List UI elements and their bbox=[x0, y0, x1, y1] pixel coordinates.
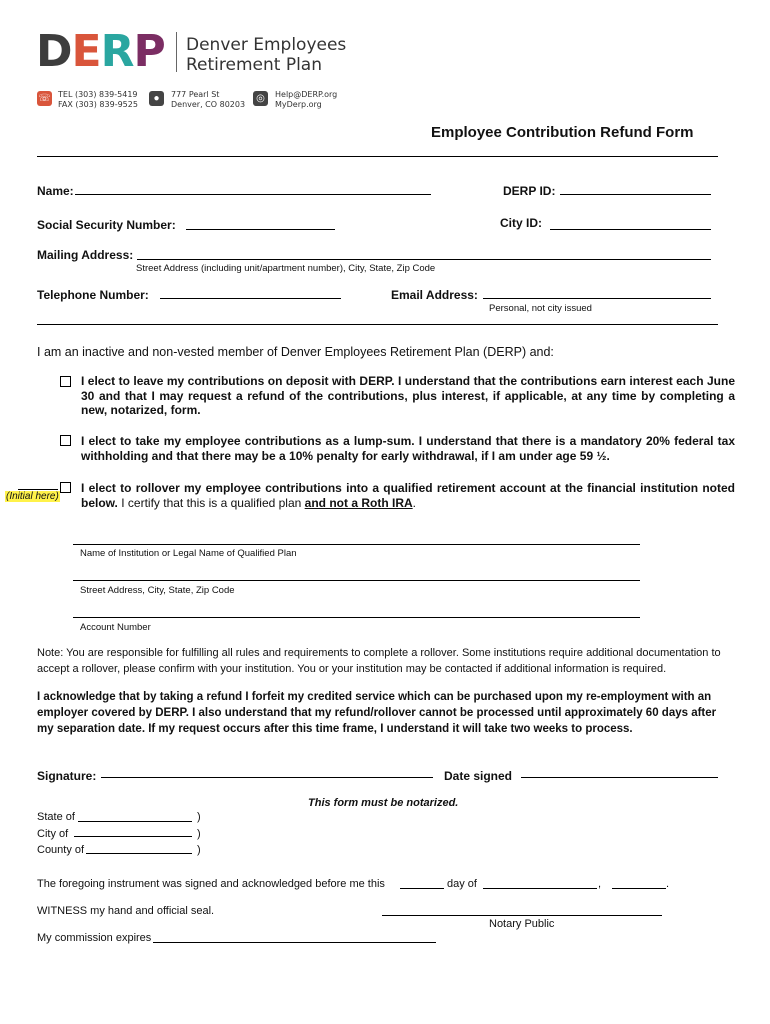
derp-id-label: DERP ID: bbox=[503, 184, 556, 198]
initial-line[interactable] bbox=[18, 489, 58, 490]
city-id-label: City ID: bbox=[500, 216, 542, 230]
name-label: Name: bbox=[37, 184, 74, 198]
institution-label: Name of Institution or Legal Name of Qualified Plan bbox=[80, 548, 297, 559]
witness-text: WITNESS my hand and official seal. bbox=[37, 905, 215, 917]
city-of-field[interactable] bbox=[74, 836, 192, 837]
option-leave-checkbox[interactable] bbox=[60, 376, 71, 387]
ssn-label: Social Security Number: bbox=[37, 218, 176, 232]
notarized-notice: This form must be notarized. bbox=[308, 797, 459, 809]
account-number-field[interactable] bbox=[73, 617, 640, 618]
option-lump-sum-text: I elect to take my employee contributions as a lump-sum. I understand that there is a mandatory 20% federal tax withholding and that there may be a 10% penalty for early withdrawal, if I am under age 59 ½. bbox=[81, 434, 735, 463]
rollover-address-label: Street Address, City, State, Zip Code bbox=[80, 585, 235, 596]
telephone-label: Telephone Number: bbox=[37, 288, 149, 302]
mailing-address-hint: Street Address (including unit/apartment number), City, State, Zip Code bbox=[136, 263, 436, 274]
signature-field[interactable] bbox=[101, 777, 433, 778]
county-of-label: County of bbox=[37, 844, 85, 856]
ssn-field[interactable] bbox=[186, 229, 335, 230]
comma-text: , bbox=[598, 878, 602, 890]
email-hint: Personal, not city issued bbox=[489, 303, 592, 314]
option-rollover-text bbox=[81, 481, 735, 510]
form-title: Employee Contribution Refund Form bbox=[431, 124, 694, 141]
help-email: Help@DERP.org bbox=[275, 90, 338, 99]
state-paren: ) bbox=[197, 811, 201, 823]
intro-text: I am an inactive and non-vested member of Denver Employees Retirement Plan (DERP) and: bbox=[37, 345, 554, 359]
org-name bbox=[186, 35, 346, 75]
telephone-field[interactable] bbox=[160, 298, 341, 299]
web-icon: ◎ bbox=[253, 91, 268, 106]
rollover-address-field[interactable] bbox=[73, 580, 640, 581]
org-name-line2: Retirement Plan bbox=[186, 55, 322, 75]
mailing-address-label: Mailing Address: bbox=[37, 248, 134, 262]
logo-letter-r: R bbox=[100, 26, 134, 77]
name-field[interactable] bbox=[75, 194, 431, 195]
website: MyDerp.org bbox=[275, 100, 322, 109]
rollover-note: Note: You are responsible for fulfilling all rules and requirements to complete a rollover. Some institutions require additional documentation to accept a rollover, please confirm with your institution. You or your institution may be contacted if additional information is required. bbox=[37, 647, 721, 675]
day-field[interactable] bbox=[400, 888, 444, 889]
year-field[interactable] bbox=[612, 888, 666, 889]
period-text: . bbox=[666, 878, 670, 890]
foregoing-text: The foregoing instrument was signed and acknowledged before me this bbox=[37, 878, 385, 890]
web-block bbox=[275, 90, 337, 110]
address-line2: Denver, CO 80203 bbox=[171, 100, 246, 109]
state-of-label: State of bbox=[37, 811, 75, 823]
notary-public-label: Notary Public bbox=[489, 918, 555, 930]
rollover-bold-text: I elect to rollover my employee contributions into a qualified retirement account at the financial institution noted below. bbox=[81, 481, 735, 510]
acknowledgement-text: I acknowledge that by taking a refund I forfeit my credited service which can be purchased upon my re-employment with an employer covered by DERP. I also understand that my refund/rollover cannot be processed until approximately 60 days after my separation date. If my request occurs after this time frame, I understand it will take two weeks to process. bbox=[37, 691, 717, 735]
city-paren: ) bbox=[197, 828, 201, 840]
logo-letter-e: E bbox=[71, 26, 101, 77]
city-of-label: City of bbox=[37, 828, 69, 840]
commission-field[interactable] bbox=[153, 942, 436, 943]
option-leave-text: I elect to leave my contributions on deposit with DERP. I understand that the contributions earn interest each June 30 and that I may request a refund of the contributions, plus interest, if applicable, at any time by completing a new, notarized, form. bbox=[81, 374, 735, 417]
institution-field[interactable] bbox=[73, 544, 640, 545]
mailing-address-field[interactable] bbox=[137, 259, 711, 260]
commission-label: My commission expires bbox=[37, 932, 152, 944]
county-of-field[interactable] bbox=[86, 853, 192, 854]
month-field[interactable] bbox=[483, 888, 597, 889]
phone-icon: ☏ bbox=[38, 93, 51, 104]
org-name-line1: Denver Employees bbox=[186, 35, 347, 55]
date-signed-field[interactable] bbox=[521, 777, 718, 778]
location-pin-icon: ● bbox=[149, 91, 164, 106]
derp-id-field[interactable] bbox=[560, 194, 711, 195]
rollover-end: . bbox=[412, 495, 416, 510]
initial-here-label: (Initial here) bbox=[6, 491, 59, 502]
option-rollover-checkbox[interactable] bbox=[60, 482, 71, 493]
title-rule bbox=[37, 156, 718, 157]
phone-block bbox=[58, 90, 138, 110]
logo-letter-p: P bbox=[133, 26, 165, 77]
day-of-label: day of bbox=[447, 878, 477, 890]
notary-signature-field[interactable] bbox=[382, 915, 662, 916]
rollover-plain-text: I certify that this is a qualified plan bbox=[117, 495, 305, 510]
date-signed-label: Date signed bbox=[444, 769, 513, 783]
address-block bbox=[171, 90, 245, 110]
email-label: Email Address: bbox=[391, 288, 478, 302]
derp-logo bbox=[36, 26, 165, 76]
section-rule bbox=[37, 324, 718, 325]
address-line1: 777 Pearl St bbox=[171, 90, 220, 99]
logo-divider bbox=[176, 32, 177, 72]
email-field[interactable] bbox=[483, 298, 711, 299]
state-of-field[interactable] bbox=[78, 821, 192, 822]
logo-letter-d: D bbox=[36, 26, 72, 77]
option-lump-sum-checkbox[interactable] bbox=[60, 435, 71, 446]
signature-label: Signature: bbox=[37, 769, 97, 783]
phone-number: TEL (303) 839-5419 bbox=[58, 90, 138, 99]
city-id-field[interactable] bbox=[550, 229, 711, 230]
county-paren: ) bbox=[197, 844, 201, 856]
not-roth-text: and not a Roth IRA bbox=[304, 495, 413, 510]
account-number-label: Account Number bbox=[80, 622, 151, 633]
fax-number: FAX (303) 839-9525 bbox=[58, 100, 138, 109]
